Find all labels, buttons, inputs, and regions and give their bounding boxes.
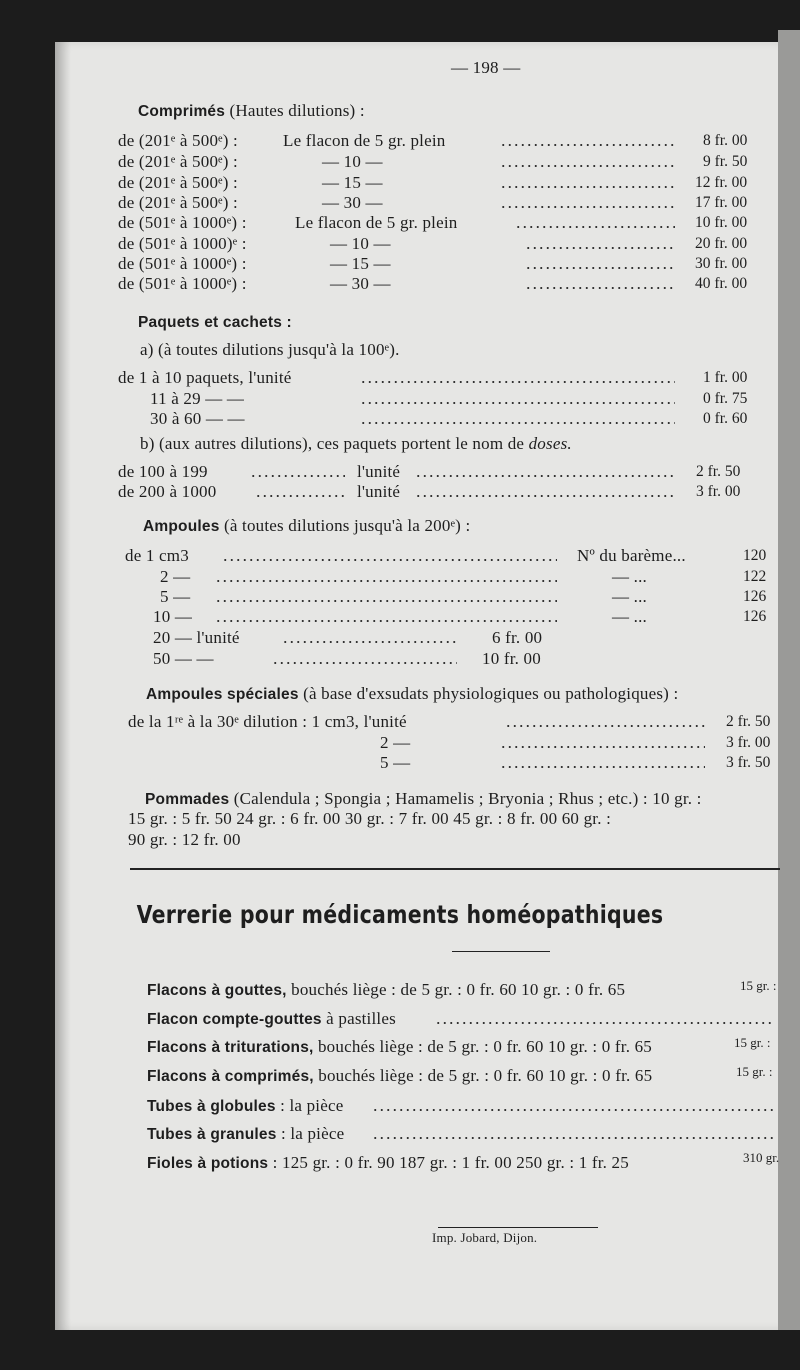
leader-dots <box>360 401 675 405</box>
leader-dots <box>500 745 705 749</box>
ampoules-heading: Ampoules (à toutes dilutions jusqu'à la 200ᵉ) : <box>143 516 471 535</box>
leader-dots <box>500 205 675 209</box>
list-item: Flacons à triturations, bouchés liège : de 5 gr. : 0 fr. 60 10 gr. : 0 fr. 65 <box>147 1037 653 1056</box>
leader-dots <box>415 474 675 478</box>
leader-dots <box>372 1136 775 1140</box>
leader-dots <box>360 421 675 425</box>
leader-dots <box>500 185 675 189</box>
leader-dots <box>505 724 705 728</box>
comprimes-heading: Comprimés (Hautes dilutions) : <box>138 101 365 120</box>
leader-dots <box>250 474 345 478</box>
list-item: Flacons à gouttes, bouchés liège : de 5 gr. : 0 fr. 60 10 gr. : 0 fr. 65 <box>147 980 626 999</box>
list-item: Fioles à potions : 125 gr. : 0 fr. 90 187 gr. : 1 fr. 00 250 gr. : 1 fr. 25 <box>147 1153 629 1172</box>
section-title: Verrerie pour médicaments homéopathiques <box>136 900 664 929</box>
paquets-sub-b: b) (aux autres dilutions), ces paquets portent le nom de doses. <box>140 434 572 453</box>
page-gutter-shadow <box>55 42 71 1330</box>
paquets-heading: Paquets et cachets : <box>138 314 292 331</box>
leader-dots <box>282 640 457 644</box>
leader-dots <box>515 225 675 229</box>
page-number: — 198 — <box>451 58 521 77</box>
leader-dots <box>215 579 557 583</box>
leader-dots <box>372 1108 775 1112</box>
section-divider <box>130 868 780 870</box>
leader-dots <box>525 266 675 270</box>
pommades-line-1: Pommades (Calendula ; Spongia ; Hamamelis ; Bryonia ; Rhus ; etc.) : 10 gr. : <box>145 789 702 808</box>
list-item: Flacon compte-gouttes à pastilles <box>147 1009 396 1028</box>
ampoules-speciales-heading: Ampoules spéciales (à base d'exsudats physiologiques ou pathologiques) : <box>146 684 679 703</box>
list-item: Tubes à globules : la pièce <box>147 1096 344 1115</box>
next-page-edge <box>778 30 800 1330</box>
title-underline <box>452 951 550 952</box>
leader-dots <box>255 494 345 498</box>
leader-dots <box>500 765 705 769</box>
paquets-sub-a: a) (à toutes dilutions jusqu'à la 100ᵉ). <box>140 340 400 359</box>
leader-dots <box>215 599 557 603</box>
pommades-line-3: 90 gr. : 12 fr. 00 <box>128 830 241 849</box>
leader-dots <box>215 619 557 623</box>
list-item: Tubes à granules : la pièce <box>147 1124 345 1143</box>
leader-dots <box>500 143 675 147</box>
leader-dots <box>500 164 675 168</box>
leader-dots <box>222 558 557 562</box>
leader-dots <box>272 661 457 665</box>
leader-dots <box>435 1021 775 1025</box>
leader-dots <box>415 494 675 498</box>
pommades-line-2: 15 gr. : 5 fr. 50 24 gr. : 6 fr. 00 30 gr. : 7 fr. 00 45 gr. : 8 fr. 00 60 gr. : <box>128 809 612 828</box>
list-item: Flacons à comprimés, bouchés liège : de 5 gr. : 0 fr. 60 10 gr. : 0 fr. 65 <box>147 1066 653 1085</box>
scan-top-border <box>0 0 800 42</box>
leader-dots <box>525 246 675 250</box>
leader-dots <box>360 380 675 384</box>
leader-dots <box>525 286 675 290</box>
imprint: Imp. Jobard, Dijon. <box>432 1230 538 1245</box>
